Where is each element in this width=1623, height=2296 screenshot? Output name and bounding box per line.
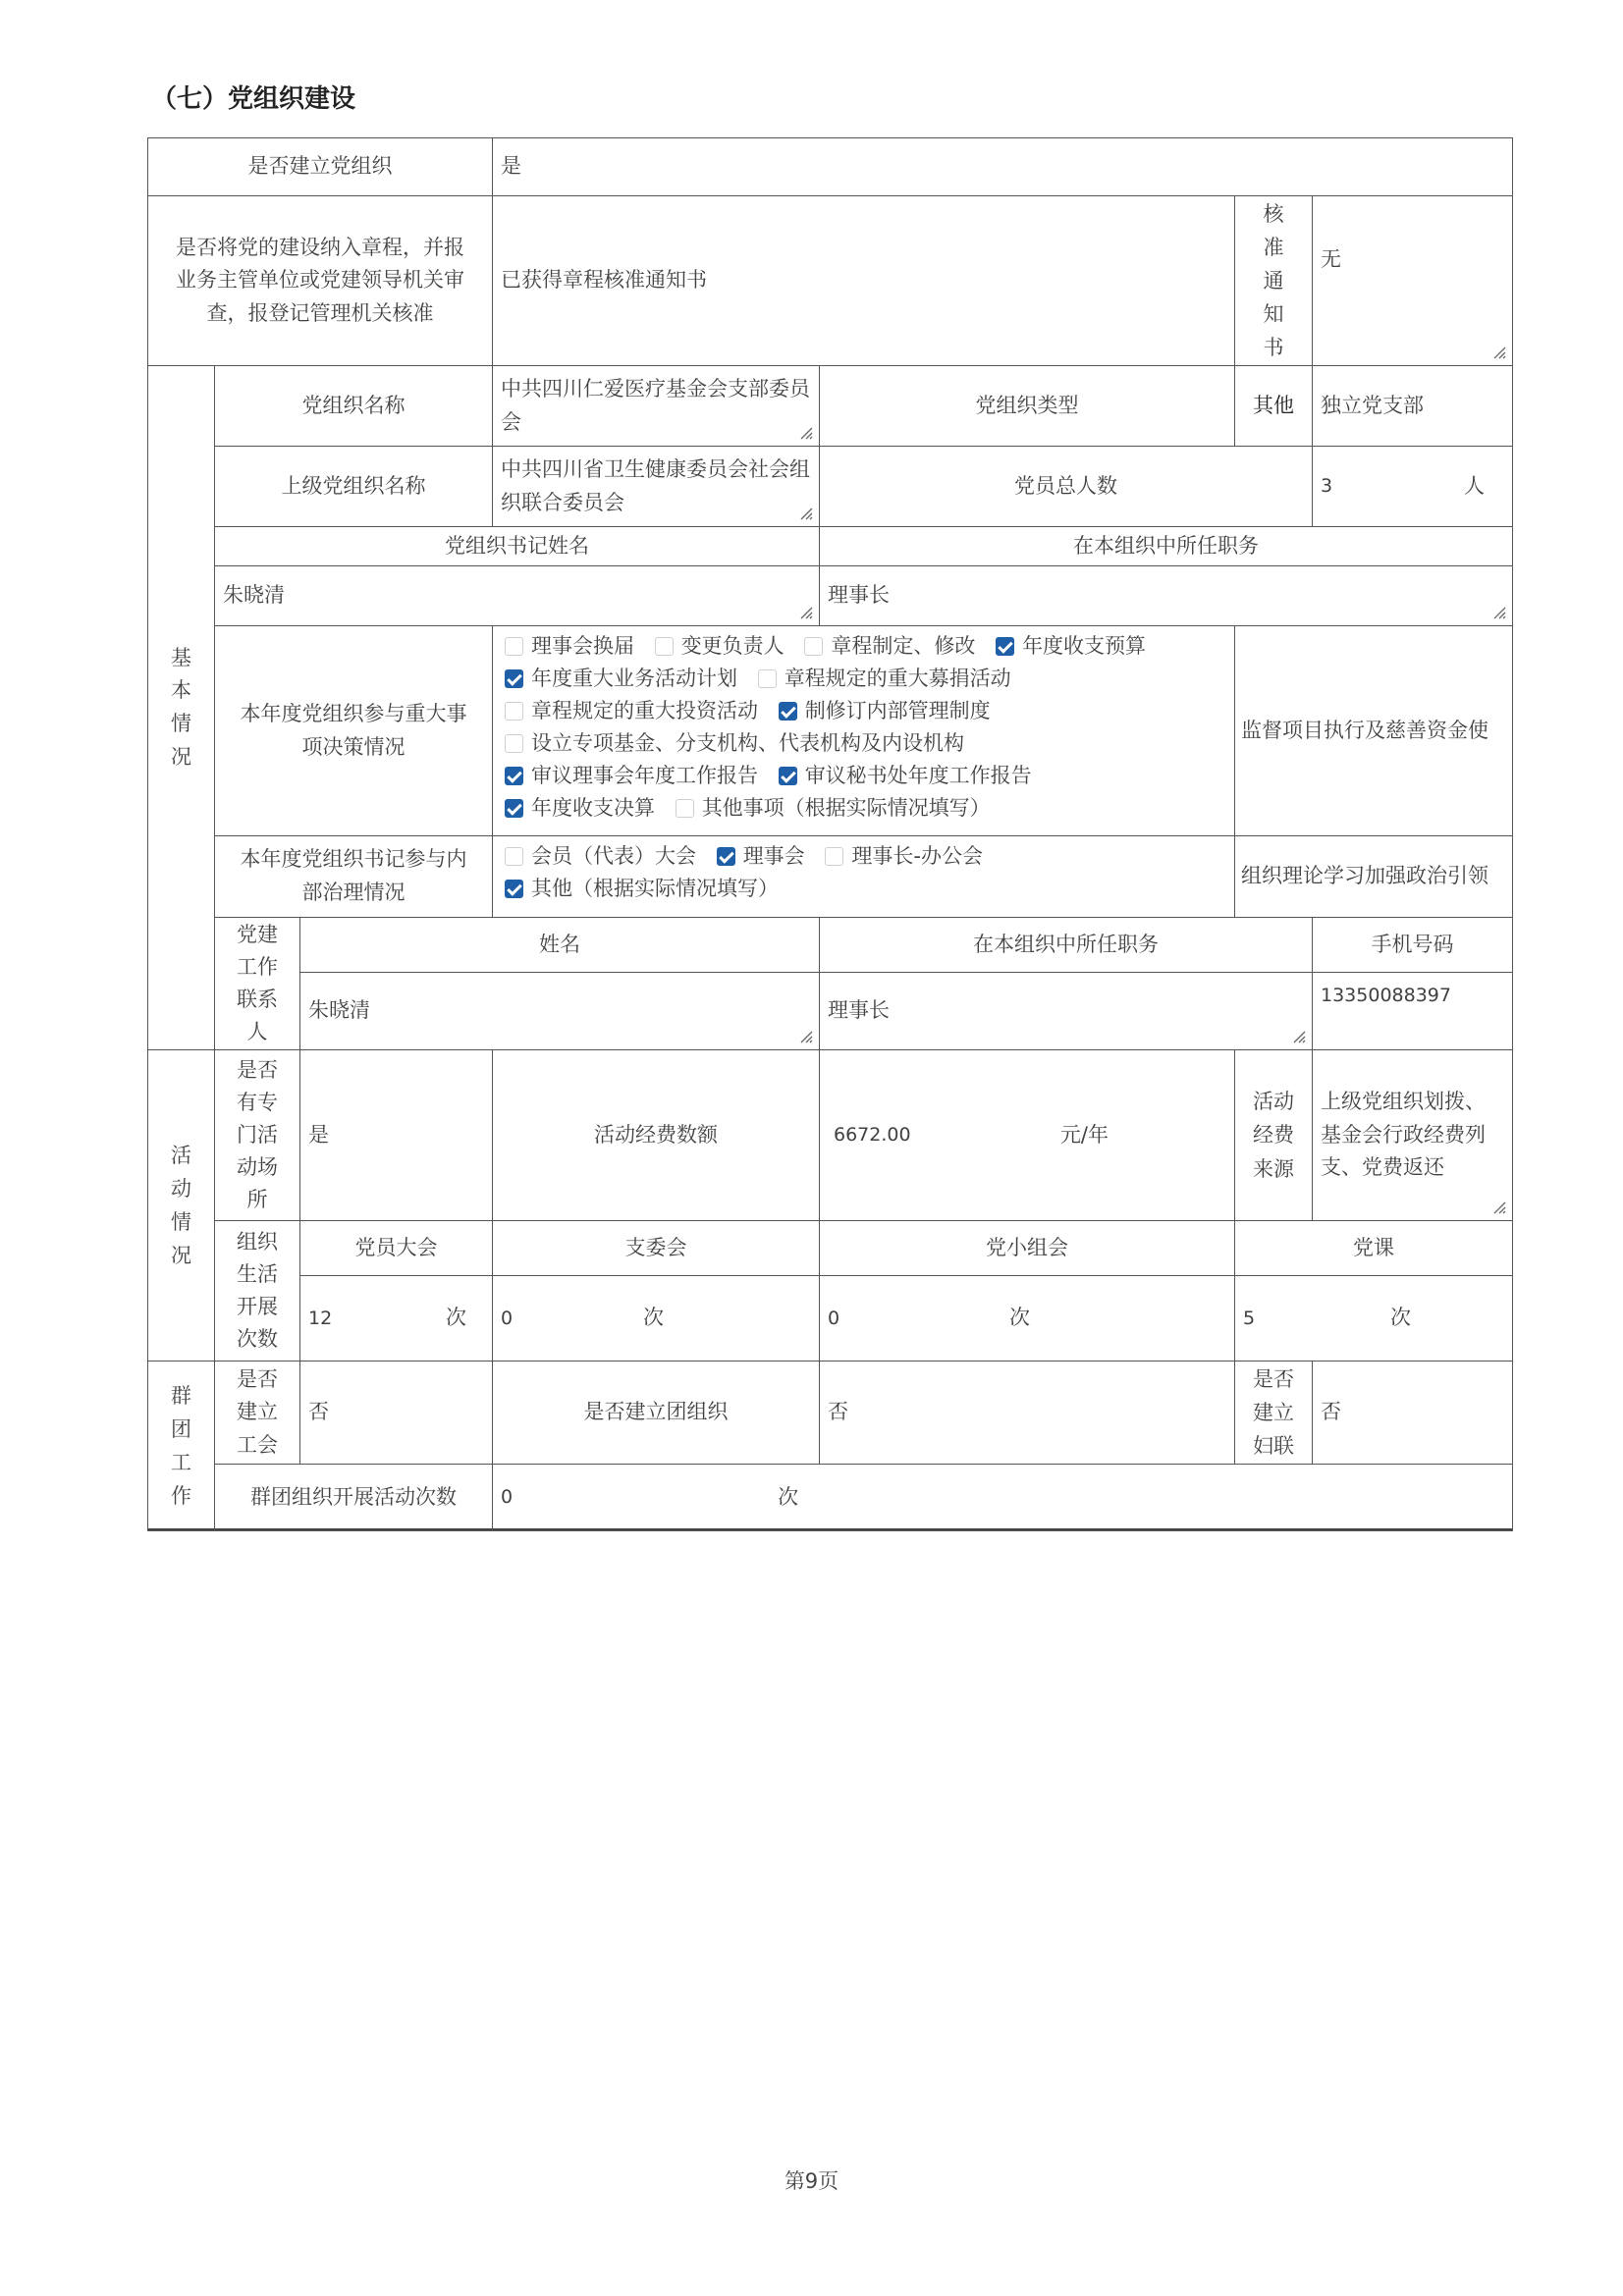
life-header-lecture: 党课: [1234, 1220, 1513, 1276]
decision-option-label: 审议理事会年度工作报告: [531, 764, 758, 787]
governance-options: [492, 835, 1235, 918]
decision-option-label: 章程规定的重大投资活动: [531, 699, 758, 722]
members-total-field[interactable]: [1312, 446, 1513, 527]
decision-option[interactable]: [505, 699, 758, 722]
checkbox-checked-icon[interactable]: [505, 767, 523, 785]
decision-option-label: 年度收支决算: [531, 796, 655, 820]
charter-doc-value: 无: [1321, 247, 1341, 271]
org-type-value[interactable]: 其他: [1234, 365, 1313, 447]
governance-option[interactable]: [717, 844, 805, 868]
checkbox-checked-icon[interactable]: [996, 637, 1014, 656]
checkbox-icon[interactable]: [676, 799, 694, 818]
org-life-label: [214, 1220, 300, 1362]
secretary-name-label: 党组织书记姓名: [214, 526, 820, 566]
decision-option[interactable]: [505, 764, 758, 787]
governance-option[interactable]: [505, 877, 779, 900]
governance-option[interactable]: [505, 844, 696, 868]
funds-unit: 元/年: [1059, 1122, 1109, 1147]
checkbox-icon[interactable]: [804, 637, 823, 656]
decision-option-label: 审议秘书处年度工作报告: [804, 764, 1032, 787]
funds-source-field[interactable]: [1312, 1049, 1513, 1221]
women-value[interactable]: 否: [1312, 1361, 1513, 1465]
funds-source-value: 上级党组织划拨、基金会行政经费列支、党费返还: [1321, 1090, 1486, 1180]
life-count-committee[interactable]: [492, 1275, 820, 1362]
union-value[interactable]: 否: [299, 1361, 493, 1465]
decision-label: 本年度党组织参与重大事项决策情况: [214, 625, 493, 836]
org-name-value: 中共四川仁爱医疗基金会支部委员会: [501, 376, 810, 434]
decision-option[interactable]: [505, 634, 634, 658]
funds-label: 活动经费数额: [492, 1049, 820, 1221]
activity-group-label: [147, 1049, 215, 1362]
resize-handle-icon[interactable]: [797, 505, 813, 520]
times-unit: 次: [446, 1306, 466, 1330]
contact-name-label: 姓名: [299, 917, 820, 973]
decision-option-label: 年度收支预算: [1022, 634, 1147, 658]
decision-option[interactable]: [779, 699, 991, 722]
life-count-congress[interactable]: [299, 1275, 493, 1362]
decision-line-6: [505, 792, 1222, 825]
resize-handle-icon[interactable]: [797, 1028, 813, 1043]
life-header-committee: 支委会: [492, 1220, 820, 1276]
decision-line-5: [505, 760, 1222, 792]
decision-options: [492, 625, 1235, 836]
checkbox-checked-icon[interactable]: [505, 880, 523, 898]
mass-group-label: [147, 1361, 215, 1531]
checkbox-icon[interactable]: [505, 734, 523, 753]
governance-other-value[interactable]: 组织理论学习加强政治引领: [1234, 835, 1513, 918]
life-header-group: 党小组会: [819, 1220, 1235, 1276]
decision-line-3: [505, 695, 1222, 727]
life-count-group[interactable]: [819, 1275, 1235, 1362]
decision-option[interactable]: [758, 667, 1011, 690]
life-count-value: 0: [501, 1307, 514, 1329]
secretary-name-field[interactable]: [214, 565, 820, 626]
charter-doc-field[interactable]: [1312, 195, 1513, 366]
governance-line-1: [505, 840, 1222, 873]
resize-handle-icon[interactable]: [1490, 1199, 1506, 1214]
resize-handle-icon[interactable]: [797, 424, 813, 440]
checkbox-icon[interactable]: [758, 669, 777, 688]
checkbox-icon[interactable]: [505, 702, 523, 721]
charter-doc-label-text: 核准通知书: [1263, 201, 1284, 360]
has-party-org-value[interactable]: 是: [492, 137, 1513, 196]
funds-value: 6672.00: [834, 1124, 911, 1147]
org-life-label-text: 组织生活开展次数: [237, 1229, 278, 1352]
times-unit: 次: [643, 1306, 664, 1330]
decision-option-label: 变更负责人: [680, 634, 784, 658]
governance-option-label: 理事会: [742, 844, 805, 868]
secretary-position-value: 理事长: [828, 583, 890, 608]
checkbox-icon[interactable]: [505, 847, 523, 866]
decision-option-label: 其他事项（根据实际情况填写）: [701, 796, 991, 820]
secretary-position-field[interactable]: [819, 565, 1513, 626]
decision-option-label: 制修订内部管理制度: [804, 699, 991, 722]
parent-org-value: 中共四川省卫生健康委员会社会组织联合委员会: [501, 456, 810, 514]
funds-source-label: [1234, 1049, 1313, 1221]
charter-inclusion-label: 是否将党的建设纳入章程，并报业务主管单位或党建领导机关审查，报登记管理机关核准: [147, 195, 493, 366]
contact-position-label: 在本组织中所任职务: [819, 917, 1313, 973]
governance-line-2: [505, 873, 1222, 905]
life-count-value: 5: [1243, 1307, 1256, 1329]
decision-option[interactable]: [505, 796, 655, 820]
governance-option[interactable]: [825, 844, 983, 868]
contact-position-field[interactable]: [819, 972, 1313, 1050]
union-label-text: 是否建立工会: [237, 1367, 278, 1457]
mass-activity-value: 0: [501, 1486, 514, 1509]
mass-activity-field[interactable]: [492, 1464, 1513, 1531]
funds-field[interactable]: [819, 1049, 1235, 1221]
decision-option[interactable]: [779, 764, 1032, 787]
decision-line-1: [505, 630, 1222, 663]
decision-option[interactable]: [655, 634, 784, 658]
members-total-label: 党员总人数: [819, 446, 1313, 527]
decision-other-value[interactable]: 监督项目执行及慈善资金使: [1234, 625, 1513, 836]
women-label: [1234, 1361, 1313, 1465]
mass-activity-unit: 次: [778, 1484, 799, 1509]
members-total-value: 3: [1321, 475, 1333, 498]
checkbox-checked-icon[interactable]: [717, 847, 735, 866]
life-header-congress: 党员大会: [299, 1220, 493, 1276]
charter-doc-label: [1234, 195, 1313, 366]
governance-label: 本年度党组织书记参与内部治理情况: [214, 835, 493, 918]
venue-label: [214, 1049, 300, 1221]
org-type-detail[interactable]: 独立党支部: [1312, 365, 1513, 447]
org-type-label: 党组织类型: [819, 365, 1235, 447]
life-count-value: 0: [828, 1307, 840, 1329]
contact-position-value: 理事长: [828, 998, 890, 1023]
times-unit: 次: [1390, 1306, 1411, 1330]
youth-value[interactable]: 否: [819, 1361, 1235, 1465]
decision-option[interactable]: [676, 796, 991, 820]
checkbox-checked-icon[interactable]: [779, 702, 797, 721]
governance-option-label: 理事长-办公会: [851, 844, 983, 868]
women-label-text: 是否建立妇联: [1253, 1366, 1294, 1458]
contact-phone-value: 13350088397: [1321, 985, 1451, 1006]
org-name-label: 党组织名称: [214, 365, 493, 447]
checkbox-checked-icon[interactable]: [505, 799, 523, 818]
has-party-org-label: 是否建立党组织: [147, 137, 493, 196]
decision-option-label: 章程制定、修改: [831, 634, 976, 658]
mass-group-text: 群团工作: [171, 1383, 191, 1509]
governance-option-label: 会员（代表）大会: [531, 844, 696, 868]
decision-option-label: 章程规定的重大募捐活动: [784, 667, 1011, 690]
venue-value[interactable]: 是: [299, 1049, 493, 1221]
parent-org-field[interactable]: [492, 446, 820, 527]
contact-label-text: 党建工作联系人: [237, 922, 278, 1044]
contact-name-field[interactable]: [299, 972, 820, 1050]
governance-option-label: 其他（根据实际情况填写）: [531, 877, 779, 900]
basic-group-text: 基本情况: [171, 645, 191, 769]
resize-handle-icon[interactable]: [1490, 604, 1506, 619]
funds-source-label-text: 活动经费来源: [1253, 1090, 1294, 1181]
venue-label-text: 是否有专门活动场所: [237, 1057, 278, 1212]
secretary-position-label: 在本组织中所任职务: [819, 526, 1513, 566]
decision-option-label: 年度重大业务活动计划: [531, 667, 737, 690]
contact-name-value: 朱晓清: [308, 998, 370, 1023]
life-count-lecture[interactable]: [1234, 1275, 1513, 1362]
decision-line-2: [505, 663, 1222, 695]
decision-option[interactable]: [804, 634, 975, 658]
resize-handle-icon[interactable]: [1490, 344, 1506, 359]
charter-inclusion-value[interactable]: 已获得章程核准通知书: [492, 195, 1235, 366]
activity-group-text: 活动情况: [171, 1143, 191, 1268]
checkbox-checked-icon[interactable]: [779, 767, 797, 785]
secretary-name-value: 朱晓清: [223, 583, 285, 608]
checkbox-icon[interactable]: [825, 847, 843, 866]
checkbox-checked-icon[interactable]: [505, 669, 523, 688]
contact-phone-field[interactable]: [1312, 972, 1513, 1050]
section-title: （七）党组织建设: [151, 84, 356, 114]
decision-line-4: [505, 727, 1222, 760]
times-unit: 次: [1009, 1306, 1030, 1330]
resize-handle-icon[interactable]: [797, 604, 813, 619]
checkbox-icon[interactable]: [505, 637, 523, 656]
contact-phone-label: 手机号码: [1312, 917, 1513, 973]
mass-activity-label: 群团组织开展活动次数: [214, 1464, 493, 1531]
checkbox-icon[interactable]: [655, 637, 674, 656]
life-count-value: 12: [308, 1307, 333, 1329]
parent-org-label: 上级党组织名称: [214, 446, 493, 527]
members-unit: 人: [1464, 473, 1485, 498]
resize-handle-icon[interactable]: [1290, 1028, 1306, 1043]
contact-label: [214, 917, 300, 1050]
page-number: 第9页: [784, 2169, 839, 2193]
decision-option[interactable]: [505, 667, 737, 690]
basic-info-group-label: [147, 365, 215, 1050]
decision-option[interactable]: [505, 731, 964, 755]
decision-option[interactable]: [996, 634, 1146, 658]
union-label: [214, 1361, 300, 1465]
decision-option-label: 理事会换届: [531, 634, 634, 658]
youth-label: 是否建立团组织: [492, 1361, 820, 1465]
org-name-field[interactable]: [492, 365, 820, 447]
decision-option-label: 设立专项基金、分支机构、代表机构及内设机构: [531, 731, 964, 755]
